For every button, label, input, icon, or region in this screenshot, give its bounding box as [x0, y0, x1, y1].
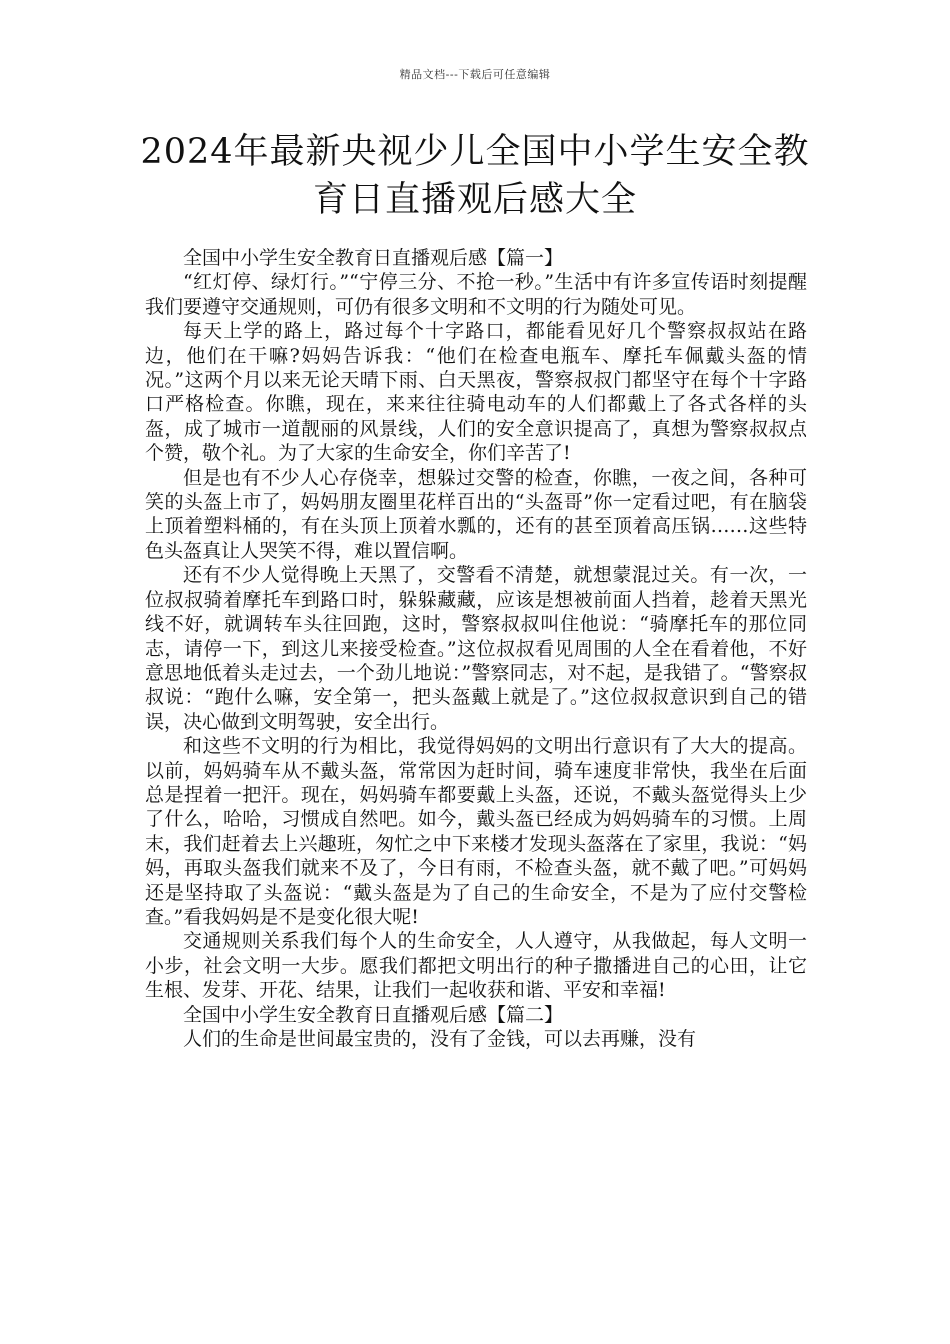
section-heading-2: 全国中小学生安全教育日直播观后感【篇二】 — [183, 1003, 564, 1026]
header-note: 精品文档---下载后可任意编辑 — [399, 68, 551, 81]
document-title — [120, 128, 830, 224]
document-body — [145, 246, 807, 1051]
section-heading-1: 全国中小学生安全教育日直播观后感【篇一】 — [183, 247, 564, 269]
paragraph: “红灯停、绿灯行。”“宁停三分、不抢一秒。”生活中有许多宣传语时刻提醒我们要遵守交通规则，可仍有很多文明和不文明的行为随处可见。 — [145, 271, 807, 318]
title-line-2: 育日直播观后感大全 — [312, 180, 637, 220]
paragraph: 交通规则关系我们每个人的生命安全，人人遵守，从我做起，每人文明一小步，社会文明一大步。愿我们都把文明出行的种子撒播进自己的心田，让它生根、发芽、开花、结果，让我们一起收获和谐、平安和幸福! — [145, 930, 807, 1002]
title-line-1: 2024年最新央视少儿全国中小学生安全教 — [140, 132, 810, 172]
paragraph: 人们的生命是世间最宝贵的，没有了金钱，可以去再赚，没有 — [183, 1028, 697, 1050]
paragraph: 但是也有不少人心存侥幸，想躲过交警的检查，你瞧，一夜之间，各种可笑的头盔上市了，妈妈朋友圈里花样百出的“头盔哥”你一定看过吧，有在脑袋上顶着塑料桶的，有在头顶上顶着水瓢的，还有的甚至顶着高压锅……这些特色头盔真让人哭笑不得，难以置信啊。 — [145, 466, 807, 562]
paragraph: 和这些不文明的行为相比，我觉得妈妈的文明出行意识有了大大的提高。以前，妈妈骑车从不戴头盔，常常因为赶时间，骑车速度非常快，我坐在后面总是捏着一把汗。现在，妈妈骑车都要戴上头盔，还说，不戴头盔觉得头上少了什么，哈哈，习惯成自然吧。如今，戴头盔已经成为妈妈骑车的习惯。上周末，我们赶着去上兴趣班，匆忙之中下来楼才发现头盔落在了家里，我说：“妈妈，再取头盔我们就来不及了，今日有雨，不检查头盔，就不戴了吧。”可妈妈还是坚持取了头盔说：“戴头盔是为了自己的生命安全，不是为了应付交警检查。”看我妈妈是不是变化很大呢! — [145, 735, 807, 928]
paragraph: 每天上学的路上，路过每个十字路口，都能看见好几个警察叔叔站在路边，他们在干嘛?妈妈告诉我：“他们在检查电瓶车、摩托车佩戴头盔的情况。”这两个月以来无论天晴下雨、白天黑夜，警察叔叔门都坚守在每个十字路口严格检查。你瞧，现在，来来往往骑电动车的人们都戴上了各式各样的头盔，成了城市一道靓丽的风景线，人们的安全意识提高了，真想为警察叔叔点个赞，敬个礼。为了大家的生命安全，你们辛苦了! — [145, 320, 807, 465]
paragraph: 还有不少人觉得晚上天黑了，交警看不清楚，就想蒙混过关。有一次，一位叔叔骑着摩托车到路口时，躲躲藏藏，应该是想被前面人挡着，趁着天黑光线不好，就调转车头往回跑，这时，警察叔叔叫住他说：“骑摩托车的那位同志，请停一下，到这儿来接受检查。”这位叔叔看见周围的人全在看着他，不好意思地低着头走过去，一个劲儿地说：”警察同志，对不起，是我错了。“警察叔叔说：“跑什么嘛，安全第一，把头盔戴上就是了。”这位叔叔意识到自己的错误，决心做到文明驾驶，安全出行。 — [145, 564, 807, 733]
